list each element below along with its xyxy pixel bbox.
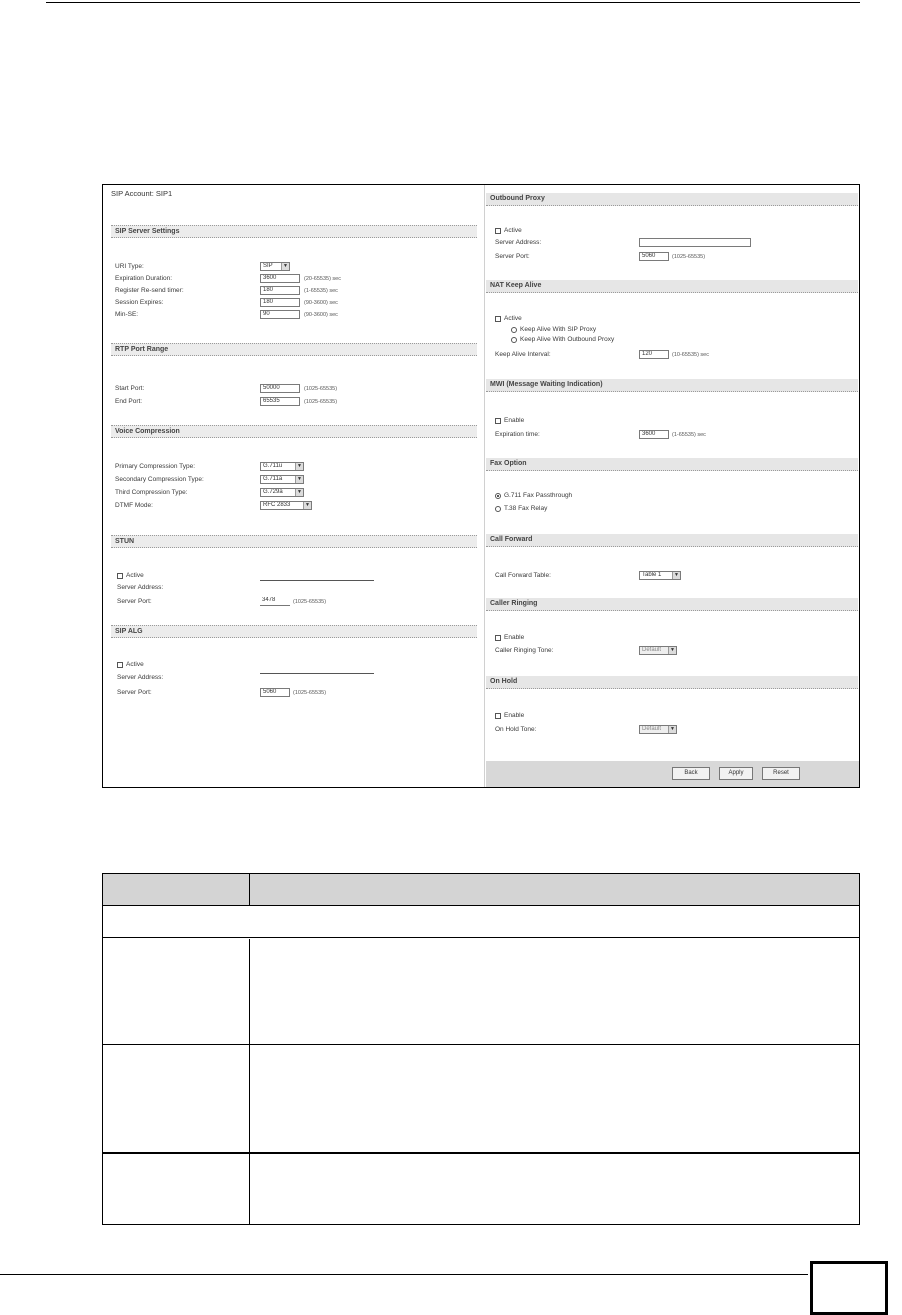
end-port-label: End Port: [115,398,143,405]
chevron-down-icon: ▼ [672,572,680,579]
header-rule [46,2,860,3]
on-hold-tone-label: On Hold Tone: [495,726,537,733]
chevron-down-icon: ▼ [295,463,303,470]
primary-compression-label: Primary Compression Type: [115,463,196,470]
sip-alg-port-label: Server Port: [117,689,152,696]
back-button[interactable]: Back [672,767,710,780]
chevron-down-icon: ▼ [303,502,311,509]
header-column-divider [249,874,250,906]
dtmf-mode-label: DTMF Mode: [115,502,153,509]
chevron-down-icon: ▼ [295,476,303,483]
stun-port-unit: (1025-65535) [293,599,327,605]
rtp-port-range-heading: RTP Port Range [111,343,477,356]
outbound-port-input[interactable]: 5060 [639,252,669,261]
reset-button[interactable]: Reset [762,767,800,780]
session-expires-label: Session Expires: [115,299,164,306]
outbound-port-unit: (1025-65535) [672,254,706,260]
third-compression-label: Third Compression Type: [115,489,188,496]
keep-alive-interval-input[interactable]: 120 [639,350,669,359]
expiration-duration-label: Expiration Duration: [115,275,173,282]
keep-alive-interval-label: Keep Alive Interval: [495,351,551,358]
keep-alive-outbound-proxy-label: Keep Alive With Outbound Proxy [520,336,615,343]
secondary-compression-select[interactable]: G.711a ▼ [260,475,304,484]
call-forward-table-select[interactable]: Table 1 ▼ [639,571,681,580]
mwi-heading: MWI (Message Waiting Indication) [486,379,858,392]
expiration-duration-unit: (20-65535) sec [304,276,341,282]
call-forward-table-label: Call Forward Table: [495,572,551,579]
sip-alg-active-label: Active [126,661,144,668]
caller-ringing-tone-label: Caller Ringing Tone: [495,647,554,654]
fax-passthrough-radio[interactable] [495,493,501,499]
table-row [103,1046,859,1154]
nat-active-label: Active [504,315,522,322]
sip-alg-port-input[interactable]: 5060 [260,688,290,697]
uri-type-label: URI Type: [115,263,144,270]
fax-passthrough-label: G.711 Fax Passthrough [504,492,573,499]
register-resend-input[interactable]: 180 [260,286,300,295]
mwi-expiration-input[interactable]: 3600 [639,430,669,439]
session-expires-input[interactable]: 180 [260,298,300,307]
min-se-label: Min-SE: [115,311,139,318]
caller-ringing-tone-select[interactable]: Default ▼ [639,646,677,655]
apply-button[interactable]: Apply [719,767,753,780]
start-port-unit: (1025-65535) [304,386,338,392]
nat-keep-alive-heading: NAT Keep Alive [486,280,858,293]
fax-option-heading: Fax Option [486,458,858,471]
on-hold-enable-checkbox[interactable] [495,713,501,719]
expiration-duration-input[interactable]: 3600 [260,274,300,283]
start-port-label: Start Port: [115,385,145,392]
on-hold-heading: On Hold [486,676,858,689]
call-forward-heading: Call Forward [486,534,858,547]
fax-relay-radio[interactable] [495,506,501,512]
fax-relay-label: T.38 Fax Relay [504,505,548,512]
field-description-table [102,873,860,1225]
sip-alg-heading: SIP ALG [111,625,477,638]
caller-ringing-heading: Caller Ringing [486,598,858,611]
stun-active-checkbox[interactable] [117,573,123,579]
outbound-proxy-heading: Outbound Proxy [486,193,858,206]
start-port-input[interactable]: 50000 [260,384,300,393]
chevron-down-icon: ▼ [281,263,289,270]
stun-port-input[interactable]: 3478 [260,597,290,606]
sip-alg-address-input[interactable] [260,668,374,674]
stun-address-label: Server Address: [117,584,164,591]
outbound-address-input[interactable] [639,238,751,247]
sip-alg-active-checkbox[interactable] [117,662,123,668]
outbound-active-checkbox[interactable] [495,228,501,234]
mwi-enable-label: Enable [504,417,525,424]
on-hold-tone-select[interactable]: Default ▼ [639,725,677,734]
outbound-port-label: Server Port: [495,253,530,260]
register-resend-label: Register Re-send timer: [115,287,184,294]
nat-active-checkbox[interactable] [495,316,501,322]
end-port-unit: (1025-65535) [304,399,338,405]
register-resend-unit: (1-65535) sec [304,288,338,294]
screen-title: SIP Account: SIP1 [111,189,173,198]
session-expires-unit: (90-3600) sec [304,300,338,306]
outbound-active-label: Active [504,227,522,234]
stun-address-input[interactable] [260,575,374,581]
on-hold-enable-label: Enable [504,712,525,719]
end-port-input[interactable]: 65535 [260,397,300,406]
secondary-compression-label: Secondary Compression Type: [115,476,204,483]
keep-alive-sip-proxy-radio[interactable] [511,327,517,333]
stun-heading: STUN [111,535,477,548]
page-number-box [810,1261,888,1315]
outbound-address-label: Server Address: [495,239,542,246]
button-bar [486,761,860,788]
sip-account-advanced-screen [102,184,860,788]
chevron-down-icon: ▼ [668,726,676,733]
voice-compression-heading: Voice Compression [111,425,477,438]
mwi-expiration-unit: (1-65535) sec [672,432,706,438]
column-divider [484,185,485,788]
sip-alg-address-label: Server Address: [117,674,164,681]
third-compression-select[interactable]: G.729a ▼ [260,488,304,497]
table-header [103,874,859,906]
footer-rule [0,1274,808,1275]
chevron-down-icon: ▼ [668,647,676,654]
uri-type-select[interactable]: SIP ▼ [260,262,290,271]
min-se-input[interactable]: 90 [260,310,300,319]
caller-ringing-enable-checkbox[interactable] [495,635,501,641]
table-column-divider [249,939,250,1224]
mwi-enable-checkbox[interactable] [495,418,501,424]
table-section-row [103,907,859,938]
table-row [103,1156,859,1224]
mwi-expiration-label: Expiration time: [495,431,540,438]
stun-active-label: Active [126,572,144,579]
table-row [103,939,859,1045]
keep-alive-interval-unit: (10-65535) sec [672,352,709,358]
sip-server-settings-heading: SIP Server Settings [111,225,477,238]
keep-alive-outbound-proxy-radio[interactable] [511,337,517,343]
chevron-down-icon: ▼ [295,489,303,496]
min-se-unit: (90-3600) sec [304,312,338,318]
caller-ringing-enable-label: Enable [504,634,525,641]
primary-compression-select[interactable]: G.711u ▼ [260,462,304,471]
keep-alive-sip-proxy-label: Keep Alive With SIP Proxy [520,326,597,333]
dtmf-mode-select[interactable]: RFC 2833 ▼ [260,501,312,510]
stun-port-label: Server Port: [117,598,152,605]
sip-alg-port-unit: (1025-65535) [293,690,327,696]
